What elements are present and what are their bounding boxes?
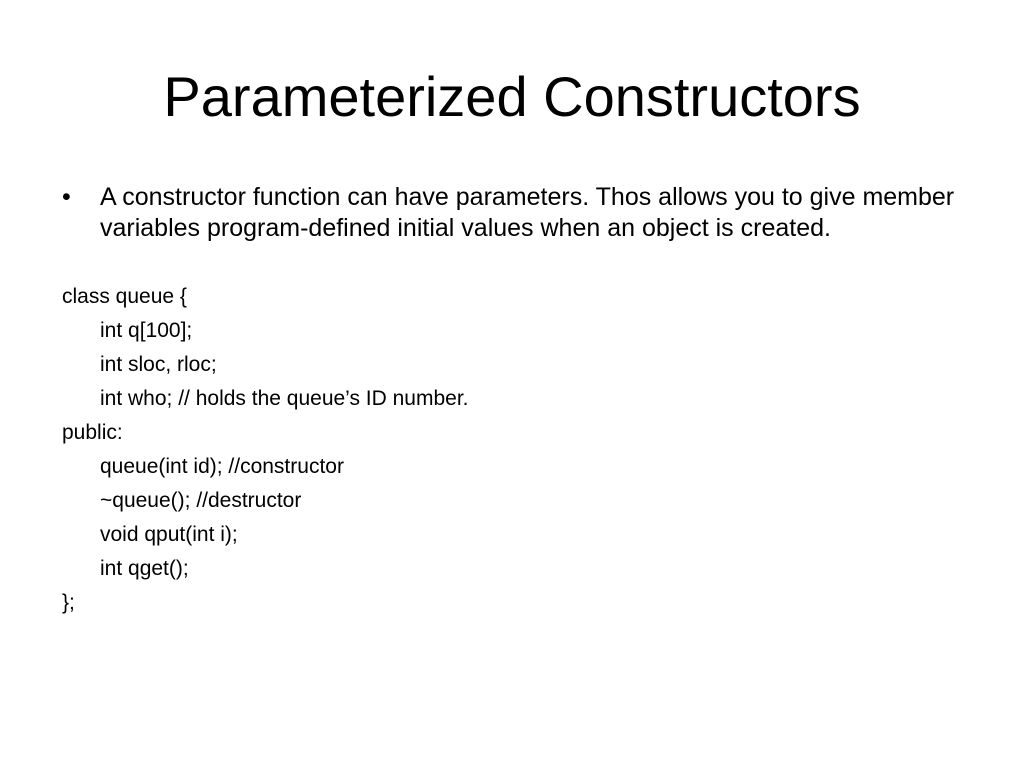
code-line-id-member: int who; // holds the queue’s ID number.: [100, 387, 469, 410]
bullet-item: [62, 182, 982, 244]
code-line-location-members: int sloc, rloc;: [100, 353, 217, 376]
code-line-class-declaration: class queue {: [62, 285, 187, 308]
code-line-constructor: queue(int id); //constructor: [100, 455, 344, 478]
code-line-destructor: ~queue(); //destructor: [100, 489, 302, 512]
code-line-array-member: int q[100];: [100, 319, 193, 342]
code-block: [62, 280, 982, 620]
bullet-marker: •: [62, 183, 71, 211]
code-line-qput: void qput(int i);: [100, 523, 238, 546]
bullet-text: A constructor function can have parameters. Thos allows you to give member variables program-defined initial values when an object is created.: [100, 183, 955, 242]
code-line-qget: int qget();: [100, 557, 189, 580]
code-line-public-label: public:: [62, 421, 123, 444]
code-line-class-end: };: [62, 591, 75, 614]
slide-title: Parameterized Constructors: [163, 65, 861, 128]
